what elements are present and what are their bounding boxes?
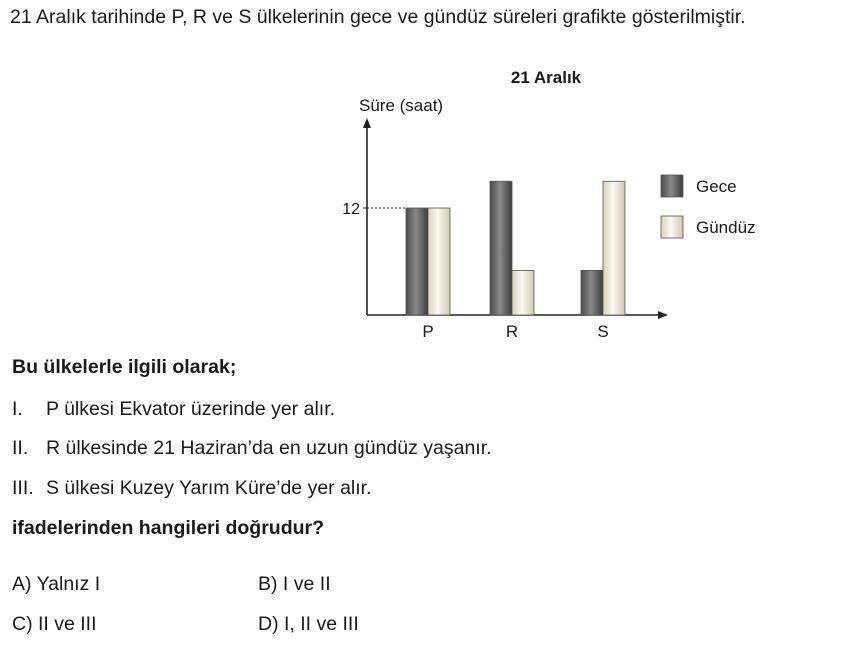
- x-tick-label-r: R: [505, 322, 519, 341]
- question-intro: 21 Aralık tarihinde P, R ve S ülkelerinin gece ve gündüz süreleri grafikte gösterilmiştir.: [10, 6, 746, 28]
- y-axis-label: Süre (saat): [359, 96, 444, 115]
- statement-number: I.: [12, 398, 23, 420]
- bar-gece-p: [406, 208, 428, 315]
- y-tick-label: 12: [342, 201, 360, 218]
- statement-number: III.: [12, 477, 34, 499]
- option-label: A): [12, 573, 32, 595]
- option-text: I ve II: [282, 573, 331, 595]
- statement-number: II.: [12, 437, 29, 459]
- bar-gndz-p: [428, 208, 450, 315]
- statement-text: P ülkesi Ekvator üzerinde yer alır.: [46, 398, 336, 420]
- x-tick-label-p: P: [422, 322, 434, 341]
- option-label: C): [12, 613, 33, 635]
- option-text: Yalnız I: [36, 573, 101, 595]
- question-heading: Bu ülkelerle ilgili olarak;: [12, 356, 237, 378]
- y-axis-arrow: [363, 118, 371, 128]
- bar-gece-r: [490, 181, 512, 315]
- legend-label-1: Gündüz: [696, 218, 756, 237]
- bar-gndz-s: [603, 181, 625, 315]
- x-axis-arrow: [658, 311, 668, 319]
- statement-text: R ülkesinde 21 Haziran’da en uzun gündüz yaşanır.: [46, 437, 492, 459]
- option-label: D): [258, 613, 279, 635]
- chart-title: 21 Aralık: [510, 68, 582, 87]
- bar-gndz-r: [512, 270, 534, 315]
- statement-3: [12, 477, 372, 500]
- legend-label-0: Gece: [696, 177, 737, 196]
- option-label: B): [258, 573, 278, 595]
- legend-swatch-1: [661, 216, 683, 238]
- x-tick-label-s: S: [597, 322, 609, 341]
- option-b[interactable]: [258, 573, 331, 596]
- option-d[interactable]: [258, 613, 359, 636]
- statement-1: [12, 398, 335, 421]
- legend-swatch-0: [661, 175, 683, 197]
- question-prompt: ifadelerinden hangileri doğrudur?: [12, 517, 325, 539]
- option-text: II ve III: [38, 613, 97, 635]
- statement-text: S ülkesi Kuzey Yarım Küre’de yer alır.: [46, 477, 372, 499]
- option-text: I, II ve III: [284, 613, 359, 635]
- statement-2: [12, 437, 492, 460]
- option-c[interactable]: [12, 613, 97, 636]
- option-a[interactable]: [12, 573, 100, 596]
- bar-gece-s: [581, 270, 603, 315]
